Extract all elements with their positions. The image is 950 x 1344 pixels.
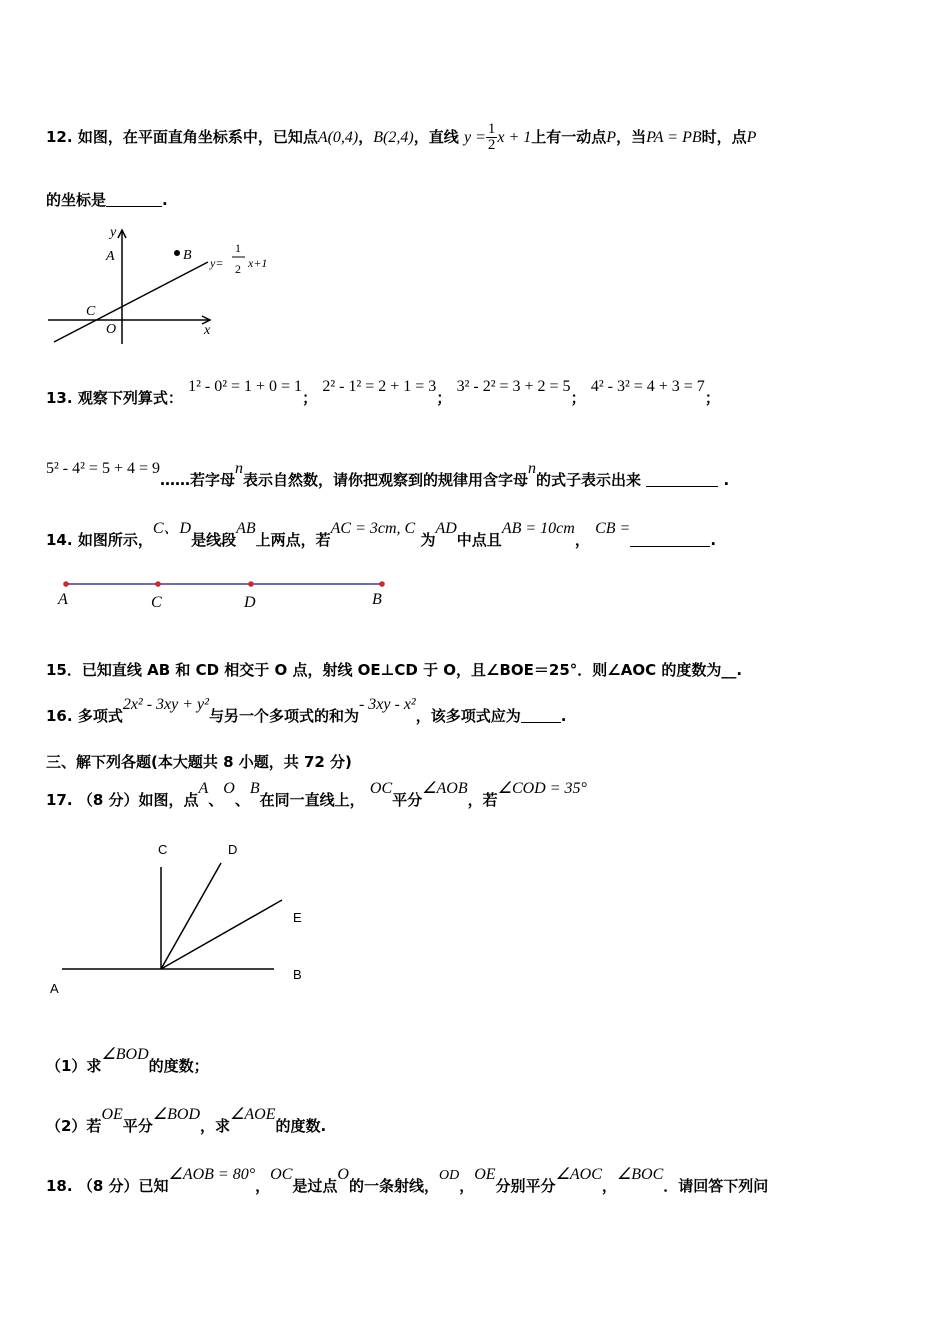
equation-2: 2² - 1² = 2 + 1 = 3 xyxy=(322,378,437,395)
point-a: A(0,4) xyxy=(317,129,359,146)
angle-cod: ∠COD = 35° xyxy=(497,780,587,797)
equation-4: 4² - 3² = 4 + 3 = 7 xyxy=(590,378,705,395)
point-b: B(2,4) xyxy=(373,129,414,146)
svg-text:1: 1 xyxy=(235,241,241,255)
q17-part2: （2）若OE平分∠BOD，求∠AOE的度数. xyxy=(46,1106,327,1135)
y-label: y xyxy=(110,225,117,240)
q17-line: 17. （8 分）如图，点A、O、B在同一直线上， OC平分∠AOB，若∠COD = 35° xyxy=(46,780,587,809)
section-heading: 三、解下列各题(本大题共 8 小题，共 72 分) xyxy=(46,753,352,771)
answer-blank[interactable] xyxy=(521,708,561,723)
origin-label: O xyxy=(106,322,117,337)
point-c-dot xyxy=(155,581,161,587)
q18-line: 18. （8 分）已知∠AOB = 80°，OC是过点O的一条射线，OD，OE分别平分∠AOC，∠BOC．请回答下列问 xyxy=(46,1166,769,1195)
label-c: C xyxy=(151,594,162,611)
label-d: D xyxy=(244,594,256,611)
angle-aob: ∠AOB = 80° xyxy=(168,1166,256,1183)
svg-text:2: 2 xyxy=(235,262,241,276)
point-b-label: B xyxy=(183,248,192,263)
x-label: x xyxy=(204,323,211,338)
segment-figure xyxy=(54,574,394,614)
condition-pa-pb: PA = PB xyxy=(646,129,702,146)
svg-text:x+1: x+1 xyxy=(248,256,268,270)
coordinate-figure xyxy=(44,222,284,350)
q17-number: 17. xyxy=(46,791,73,809)
condition-ab: AB = 10cm xyxy=(501,520,575,537)
q12-line2: 的坐标是 . xyxy=(46,191,168,209)
answer-blank[interactable] xyxy=(646,472,718,487)
label-b: B xyxy=(293,967,302,982)
equation-3: 3² - 2² = 3 + 2 = 5 xyxy=(456,378,571,395)
label-a: A xyxy=(50,981,59,996)
point-c-label: C xyxy=(86,304,96,319)
line-graph xyxy=(54,262,208,342)
label-c: C xyxy=(158,842,168,857)
fraction-half: $\frac{1}{2}$ xyxy=(487,121,496,153)
q16-number: 16. xyxy=(46,707,73,725)
q14-number: 14. xyxy=(46,531,73,549)
q17-part1: （1）求∠BOD的度数； xyxy=(46,1046,209,1075)
label-e: E xyxy=(293,910,302,925)
line-equation: y = xyxy=(463,129,486,146)
polynomial-sum: - 3xy - x² xyxy=(358,696,416,713)
point-d-dot xyxy=(248,581,254,587)
answer-blank[interactable] xyxy=(630,532,710,547)
q13-line2: 5² - 4² = 5 + 4 = 9……若字母n表示自然数，请你把观察到的规律用含字母n的式子表示出来 . xyxy=(46,460,730,489)
point-a-label: A xyxy=(106,249,115,264)
point-a-dot xyxy=(63,581,69,587)
q15-line: 15．已知直线 AB 和 CD 相交于 O 点，射线 OE⊥CD 于 O，且∠BOE＝25°．则∠AOC 的度数为__. xyxy=(46,661,743,679)
q16-line: 16. 多项式2x² - 3xy + y²与另一个多项式的和为- 3xy - x²，该多项式应为 . xyxy=(46,696,567,725)
q12-line1: 12. 如图，在平面直角坐标系中，已知点A(0,4)，B(2,4)，直线 y = $\frac{1}{2}$ x + 1上有一动点P，当PA = PB时，点P xyxy=(46,121,757,153)
answer-blank[interactable] xyxy=(106,192,162,207)
q14-line: 14. 如图所示，C、D是线段AB上两点，若AC = 3cm, C 为AD中点且AB = 10cm， CB =. xyxy=(46,520,717,549)
polynomial-1: 2x² - 3xy + y² xyxy=(122,696,209,713)
equation-label: y= xyxy=(210,256,224,270)
point-b-dot xyxy=(174,250,180,256)
ray-od xyxy=(161,863,221,969)
q13-line1: 13. 观察下列算式： 1² - 0² = 1 + 0 = 1； 2² - 1² = 2 + 1 = 3； 3² - 2² = 3 + 2 = 5； 4² - 3² = 4 + 3 = 7； xyxy=(46,378,720,407)
label-d: D xyxy=(228,842,238,857)
q18-number: 18. xyxy=(46,1177,73,1195)
angle-figure xyxy=(44,838,324,1000)
equation-1: 1² - 0² = 1 + 0 = 1 xyxy=(188,378,303,395)
equation-5: 5² - 4² = 5 + 4 = 9 xyxy=(46,460,160,477)
label-a: A xyxy=(58,591,68,608)
q13-number: 13. xyxy=(46,389,73,407)
ray-oe xyxy=(161,900,282,969)
label-b: B xyxy=(372,591,382,608)
point-b-dot xyxy=(379,581,385,587)
q12-number: 12. xyxy=(46,128,73,146)
condition-ac: AC = 3cm, C xyxy=(330,520,416,537)
